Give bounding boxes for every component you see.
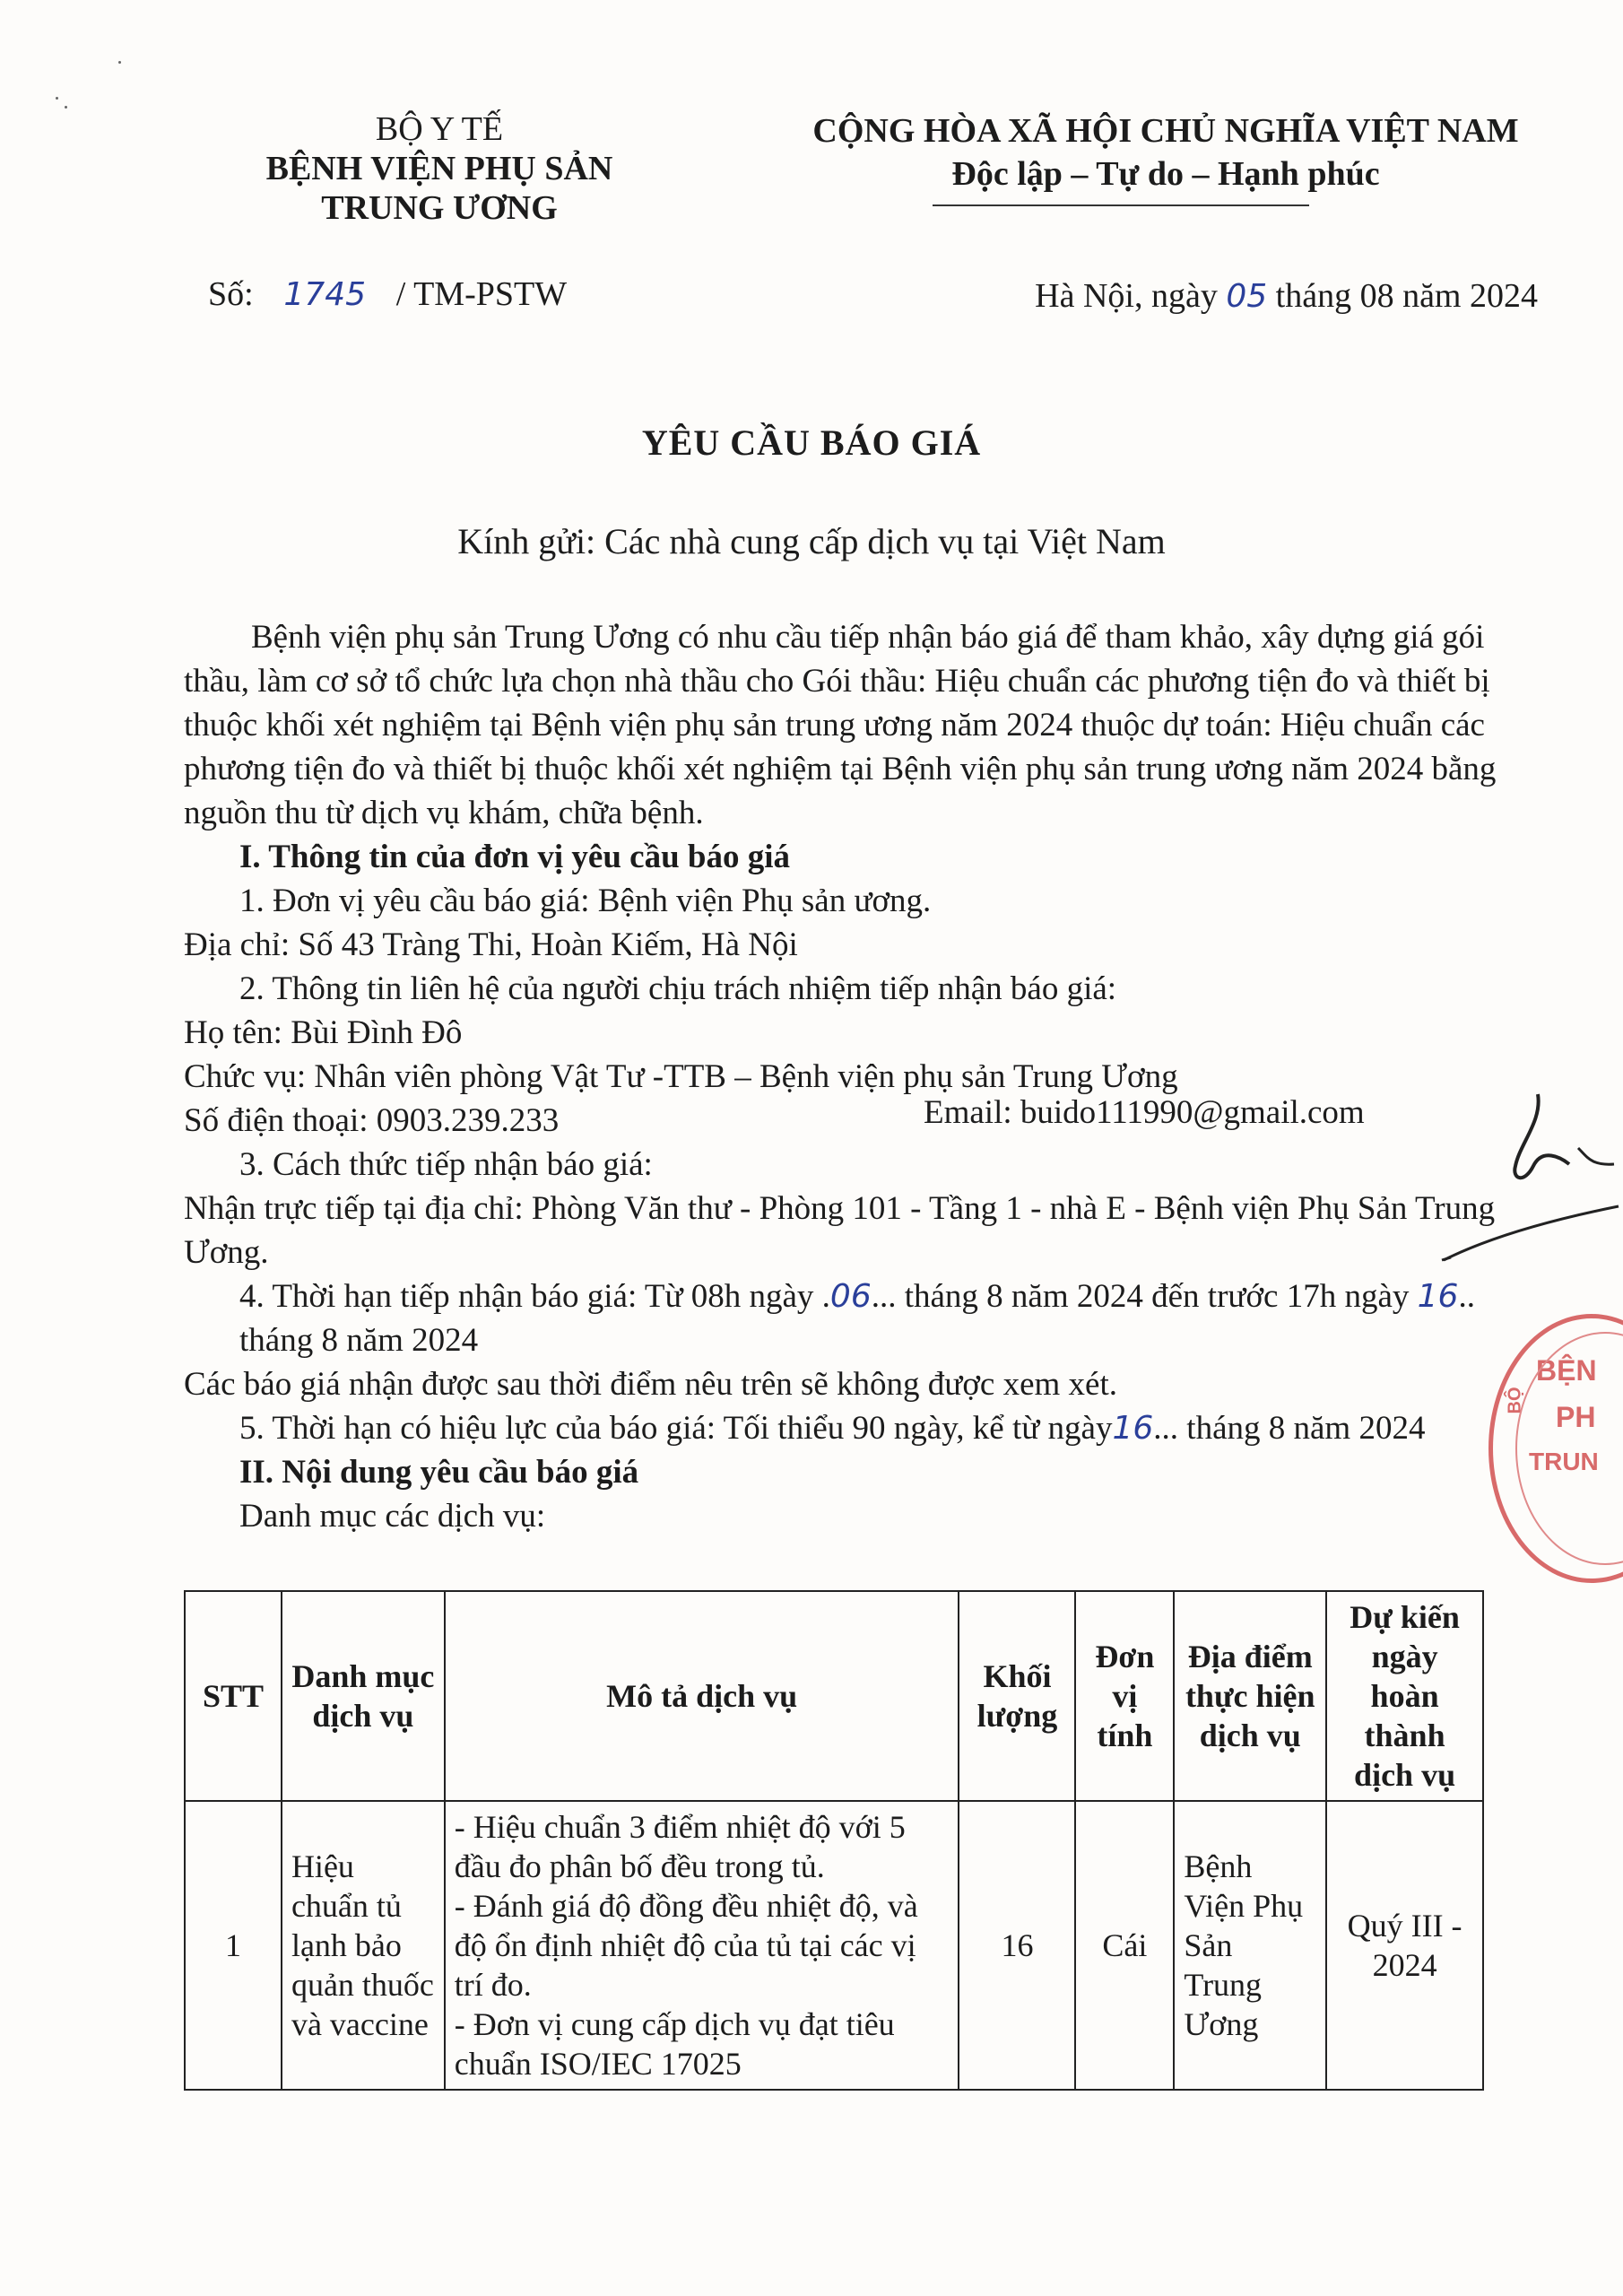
description-line: - Đơn vị cung cấp dịch vụ đạt tiêu chuẩn ISO/IEC 17025 [454, 2006, 895, 2082]
number-label: Số: [208, 275, 254, 313]
contact-email: Email: buido111990@gmail.com [924, 1094, 1365, 1131]
handwritten-day: 05 [1226, 278, 1268, 315]
table-row [185, 1801, 1483, 2090]
national-heading [717, 109, 1614, 196]
hospital-name-line1: BỆNH VIỆN PHỤ SẢN [265, 150, 613, 187]
scan-speck [65, 106, 67, 109]
stamp-text: PH [1556, 1401, 1596, 1433]
handwritten-validity-day: 16 [1112, 1410, 1154, 1447]
document-number [208, 274, 567, 314]
issuer-block [206, 109, 673, 228]
col-header-stt: STT [185, 1591, 282, 1801]
greeting-line: Kính gửi: Các nhà cung cấp dịch vụ tại Việt Nam [457, 521, 1166, 561]
validity-text-a: 5. Thời hạn có hiệu lực của báo giá: Tối thiểu 90 ngày, kể từ ngày [239, 1410, 1113, 1447]
intro-paragraph: Bệnh viện phụ sản Trung Ương có nhu cầu tiếp nhận báo giá để tham khảo, xây dựng giá gói thầu, làm cơ sở tổ chức lựa chọn nhà thầu cho Gói thầu: Hiệu chuẩn các phương tiện đo và thiết bị thuộc khối xét nghiệm tại Bệnh viện phụ sản trung ương năm 2024 thuộc dự toán: Hiệu chuẩn các phương tiện đo và thiết bị thuộc khối xét nghiệm tại Bệnh viện phụ sản trung ương năm 2024 bằng nguồn thu từ dịch vụ khám, chữa bệnh. [184, 619, 1497, 831]
handwritten-deadline-start: 06 [829, 1278, 872, 1315]
contact-phone: Số điện thoại: 0903.239.233 [184, 1102, 560, 1139]
stamp-text: BỆN [1536, 1354, 1597, 1387]
deadline-text-b: ... tháng 8 năm 2024 đến trước 17h ngày [871, 1278, 1410, 1315]
handwritten-deadline-end: 16 [1417, 1278, 1459, 1315]
col-header-quantity: Khối lượng [959, 1591, 1075, 1801]
col-header-unit: Đơn vị tính [1075, 1591, 1174, 1801]
col-header-completion: Dự kiến ngày hoàn thành dịch vụ [1326, 1591, 1483, 1801]
quote-validity [184, 1406, 1502, 1450]
signature-mark [1435, 1058, 1623, 1292]
service-list-label: Danh mục các dịch vụ: [239, 1498, 546, 1535]
contact-position: Chức vụ: Nhân viên phòng Vật Tư -TTB – Bệnh viện phụ sản Trung Ương [184, 1058, 1178, 1095]
contact-name: Họ tên: Bùi Đình Đô [184, 1014, 463, 1051]
cell-quantity: 16 [959, 1801, 1075, 2090]
services-table [184, 1590, 1484, 2091]
col-header-category: Danh mục dịch vụ [282, 1591, 445, 1801]
handwritten-number: 1745 [283, 276, 367, 313]
document-body [184, 615, 1502, 1538]
unit-address: Địa chỉ: Số 43 Tràng Thi, Hoàn Kiếm, Hà Nội [184, 926, 798, 963]
cell-category: Hiệu chuẩn tủ lạnh bảo quản thuốc và vaccine [282, 1801, 445, 2090]
receipt-method: Nhận trực tiếp tại địa chỉ: Phòng Văn thư - Phòng 101 - Tầng 1 - nhà E - Bệnh viện Phụ Sản Trung Ương. [184, 1190, 1496, 1271]
republic-title: CỘNG HÒA XÃ HỘI CHỦ NGHĨA VIỆT NAM [812, 112, 1519, 150]
cell-completion: Quý III - 2024 [1326, 1801, 1483, 2090]
date-prefix: Hà Nội, ngày [1035, 277, 1218, 315]
receipt-deadline [184, 1274, 1502, 1362]
document-date [1035, 276, 1538, 316]
motto-underline [933, 204, 1309, 206]
hospital-name-line2: TRUNG ƯƠNG [321, 189, 558, 227]
late-submission-note: Các báo giá nhận được sau thời điểm nêu trên sẽ không được xem xét. [184, 1366, 1118, 1403]
date-suffix: tháng 08 năm 2024 [1275, 277, 1538, 315]
cell-unit: Cái [1075, 1801, 1174, 2090]
contact-heading: 2. Thông tin liên hệ của người chịu trách nhiệm tiếp nhận báo giá: [239, 970, 1117, 1007]
scan-speck [56, 97, 58, 100]
ministry-name: BỘ Y TẾ [375, 110, 504, 148]
cell-stt: 1 [185, 1801, 282, 2090]
cell-location: Bệnh Viện Phụ Sản Trung Ương [1174, 1801, 1326, 2090]
section-2-heading: II. Nội dung yêu cầu báo giá [239, 1454, 639, 1491]
receipt-method-heading: 3. Cách thức tiếp nhận báo giá: [239, 1146, 653, 1183]
col-header-description: Mô tả dịch vụ [445, 1591, 959, 1801]
validity-text-b: ... tháng 8 năm 2024 [1153, 1410, 1426, 1447]
requesting-unit: 1. Đơn vị yêu cầu báo giá: Bệnh viện Phụ sản ương. [239, 883, 932, 919]
table-header-row [185, 1591, 1483, 1801]
col-header-location: Địa điểm thực hiện dịch vụ [1174, 1591, 1326, 1801]
national-motto: Độc lập – Tự do – Hạnh phúc [951, 155, 1380, 193]
scan-speck [118, 61, 121, 64]
deadline-text-c: .. tháng 8 năm 2024 [239, 1278, 1475, 1359]
deadline-text-a: 4. Thời hạn tiếp nhận báo giá: Từ 08h ngày . [239, 1278, 830, 1315]
stamp-text: BỘ [1505, 1387, 1525, 1414]
number-suffix: / TM-PSTW [395, 275, 568, 313]
document-title: YÊU CẦU BÁO GIÁ [641, 422, 982, 463]
description-line: - Đánh giá độ đồng đều nhiệt độ, và độ ổn định nhiệt độ của tủ tại các vị trí đo. [454, 1888, 918, 2003]
section-1-heading: I. Thông tin của đơn vị yêu cầu báo giá [239, 839, 791, 875]
cell-description [445, 1801, 959, 2090]
stamp-text: TRUN [1529, 1448, 1599, 1475]
description-line: - Hiệu chuẩn 3 điểm nhiệt độ với 5 đầu đo phân bố đều trong tủ. [454, 1809, 906, 1884]
